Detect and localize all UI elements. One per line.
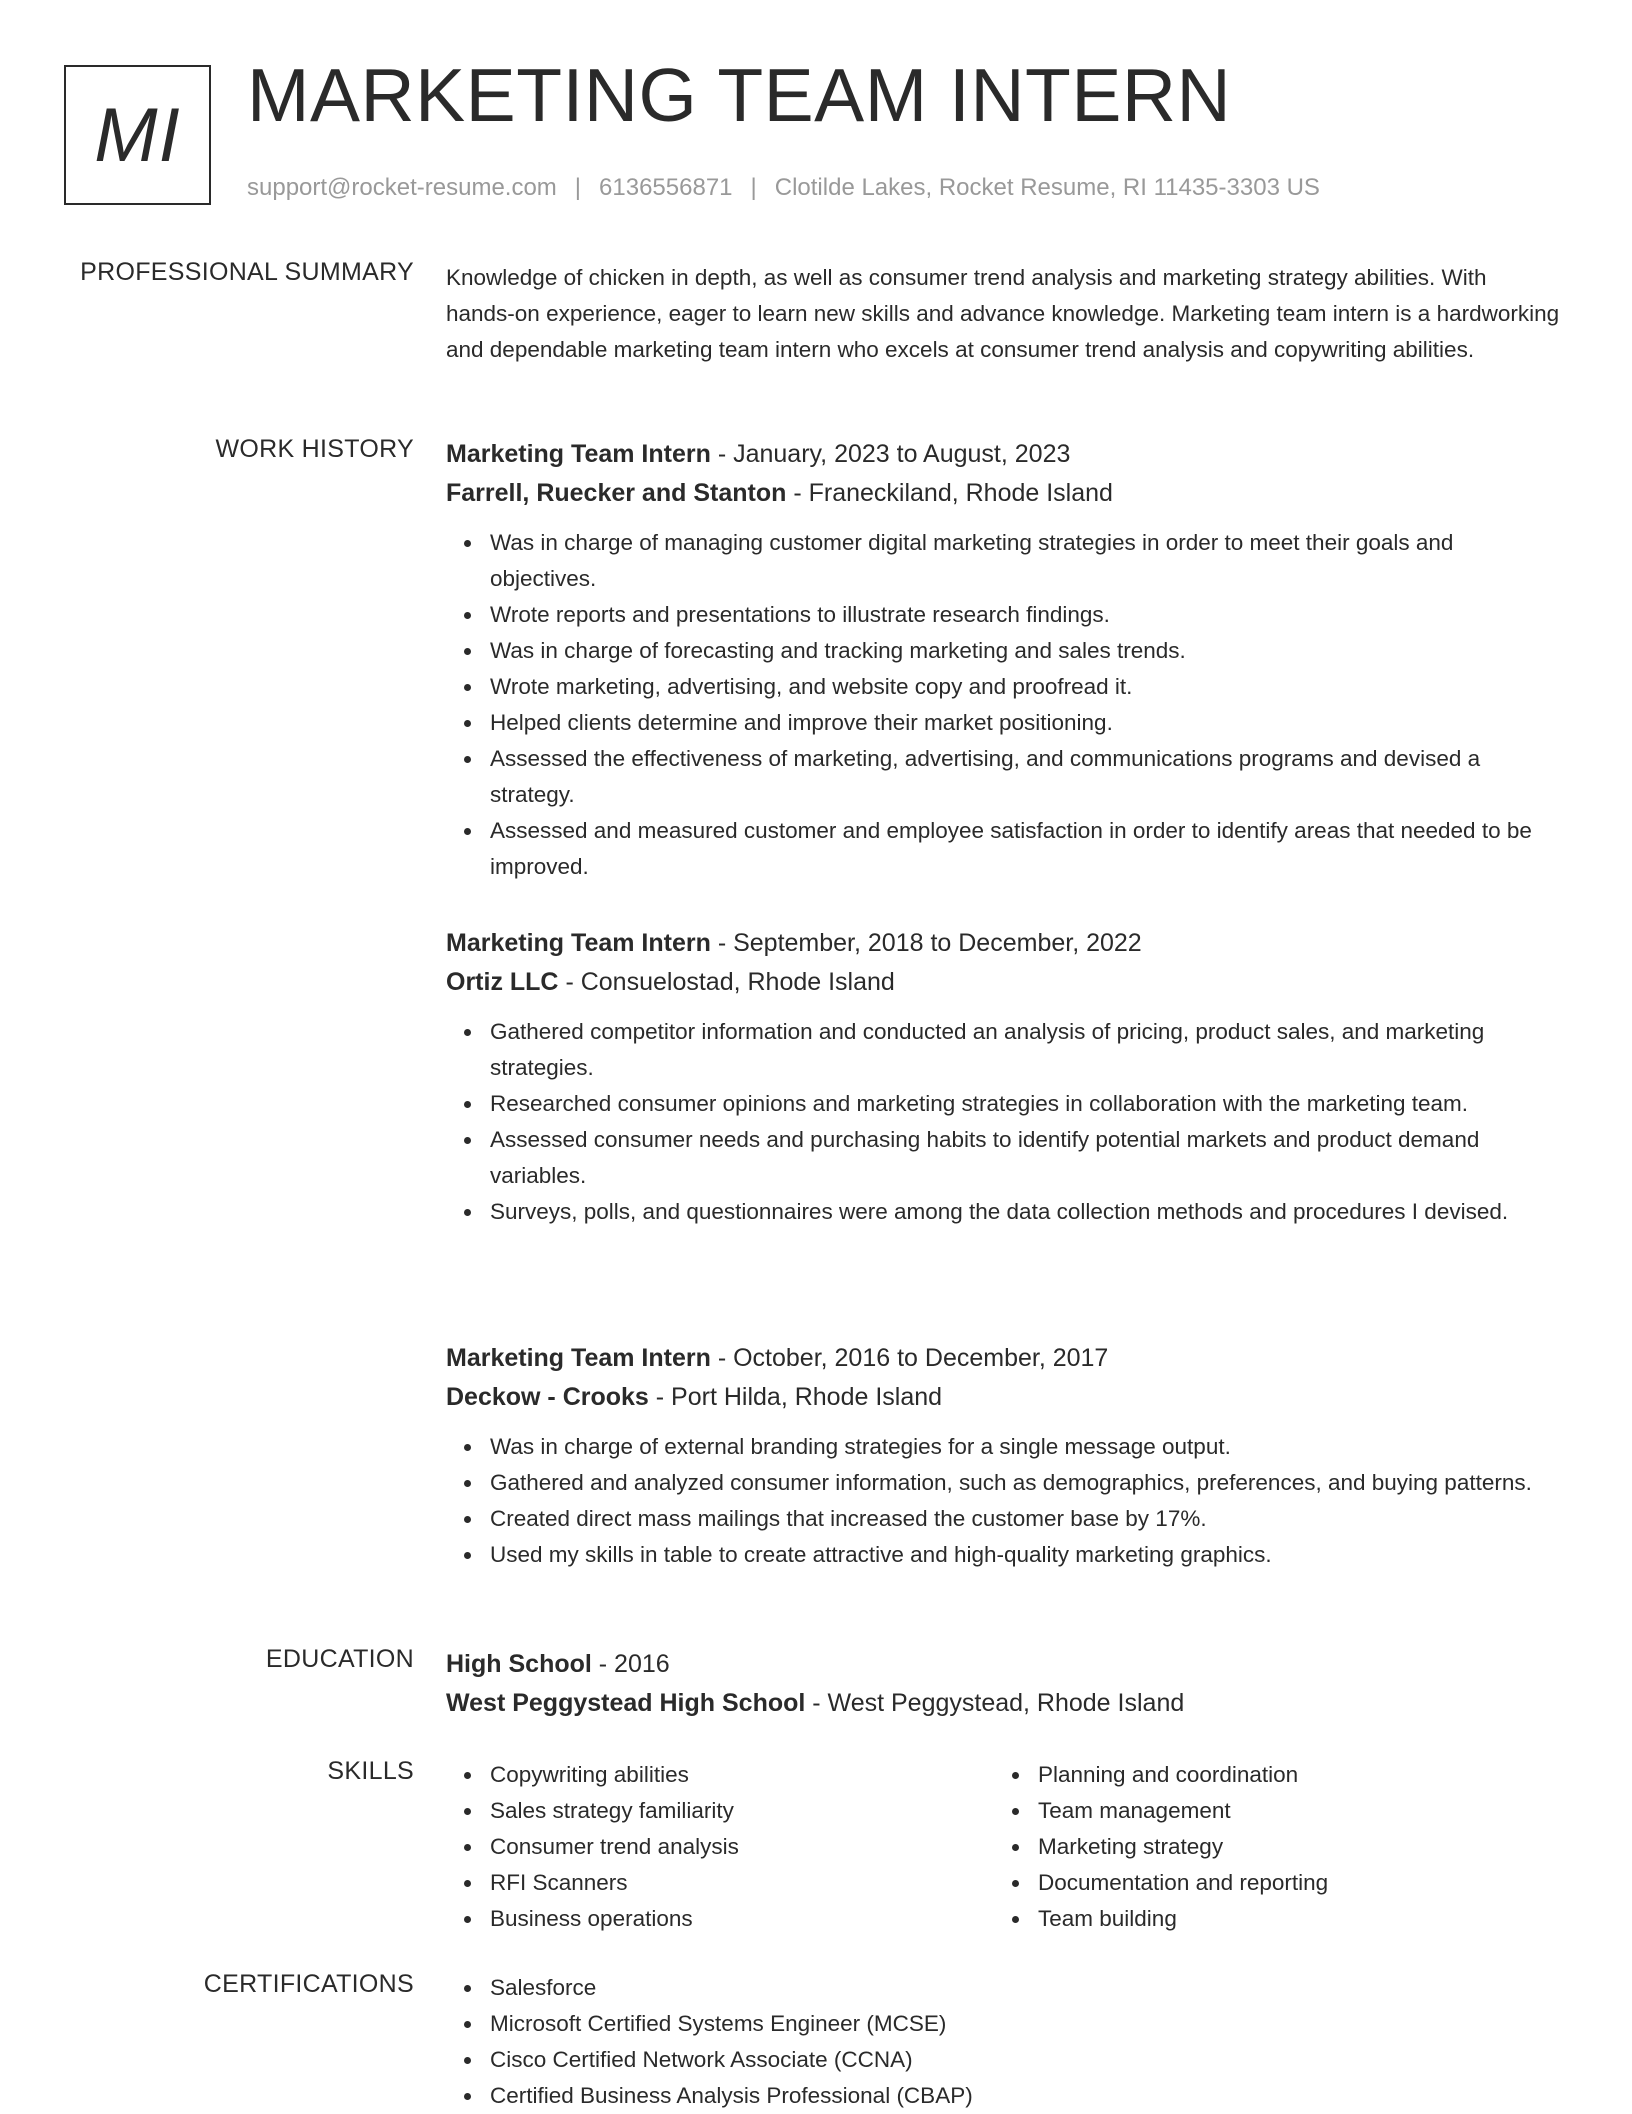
certification-item: Cisco Certified Network Associate (CCNA) bbox=[490, 2042, 1560, 2078]
job-bullet: Was in charge of forecasting and tracking marketing and sales trends. bbox=[490, 633, 1560, 669]
job-bullets bbox=[446, 525, 1560, 885]
education-school-line bbox=[446, 1684, 1560, 1723]
certification-item: Salesforce bbox=[490, 1970, 1560, 2006]
section-label-skills: SKILLS bbox=[327, 1757, 414, 1785]
skill-item: Consumer trend analysis bbox=[490, 1829, 994, 1865]
job-company-line bbox=[446, 474, 1560, 513]
skill-item: Documentation and reporting bbox=[1038, 1865, 1542, 1901]
section-label-education: EDUCATION bbox=[265, 1645, 414, 1673]
job-title: Marketing Team Intern bbox=[446, 929, 711, 957]
skills-list-right bbox=[994, 1757, 1542, 1937]
skill-item: Copywriting abilities bbox=[490, 1757, 994, 1793]
job-bullet: Wrote reports and presentations to illustrate research findings. bbox=[490, 597, 1560, 633]
job-location: - Franeckiland, Rhode Island bbox=[786, 479, 1113, 507]
job-company: Ortiz LLC bbox=[446, 968, 559, 996]
section-label-work-history: WORK HISTORY bbox=[215, 435, 414, 463]
skill-item: RFI Scanners bbox=[490, 1865, 994, 1901]
job-location: - Consuelostad, Rhode Island bbox=[558, 968, 895, 996]
skill-item: Team building bbox=[1038, 1901, 1542, 1937]
job-dates: - September, 2018 to December, 2022 bbox=[710, 929, 1142, 957]
education-school: West Peggystead High School bbox=[446, 1689, 806, 1717]
summary-body bbox=[446, 260, 1560, 368]
certification-item: Certified Business Analysis Professional (CBAP) bbox=[490, 2078, 1560, 2114]
job-title: Marketing Team Intern bbox=[446, 440, 711, 468]
job-entry bbox=[446, 1339, 1560, 1573]
summary-text: Knowledge of chicken in depth, as well as consumer trend analysis and marketing strategy abilities. With hands-on experience, eager to learn new skills and advance knowledge. Marketing team intern is a hardworking and dependable marketing team intern who excels at consumer trend analysis and copywriting abilities. bbox=[446, 265, 1560, 362]
skill-item: Marketing strategy bbox=[1038, 1829, 1542, 1865]
job-bullets bbox=[446, 1014, 1560, 1230]
job-company: Deckow - Crooks bbox=[446, 1383, 649, 1411]
job-entry bbox=[446, 435, 1560, 885]
certifications-body bbox=[446, 1970, 1560, 2114]
job-bullet: Assessed and measured customer and employee satisfaction in order to identify areas that needed to be improved. bbox=[490, 813, 1560, 885]
education-degree-line bbox=[446, 1645, 1560, 1684]
certification-item: Microsoft Certified Systems Engineer (MCSE) bbox=[490, 2006, 1560, 2042]
job-location: - Port Hilda, Rhode Island bbox=[648, 1383, 943, 1411]
contact-line bbox=[247, 174, 1320, 202]
job-bullet: Researched consumer opinions and marketing strategies in collaboration with the marketing team. bbox=[490, 1086, 1560, 1122]
contact-phone: 6136556871 bbox=[599, 174, 733, 201]
job-bullet: Was in charge of managing customer digital marketing strategies in order to meet their goals and objectives. bbox=[490, 525, 1560, 597]
contact-separator: | bbox=[750, 174, 757, 201]
job-title-line bbox=[446, 1339, 1560, 1378]
education-degree: High School bbox=[446, 1650, 592, 1678]
education-year: - 2016 bbox=[591, 1650, 670, 1678]
job-bullet: Surveys, polls, and questionnaires were among the data collection methods and procedures I devised. bbox=[490, 1194, 1560, 1230]
job-bullet: Gathered and analyzed consumer information, such as demographics, preferences, and buying patterns. bbox=[490, 1465, 1560, 1501]
section-label-summary: PROFESSIONAL SUMMARY bbox=[80, 258, 414, 286]
job-bullet: Used my skills in table to create attractive and high-quality marketing graphics. bbox=[490, 1537, 1560, 1573]
contact-address: Clotilde Lakes, Rocket Resume, RI 11435-3303 US bbox=[774, 174, 1320, 201]
job-dates: - January, 2023 to August, 2023 bbox=[710, 440, 1071, 468]
job-entry bbox=[446, 924, 1560, 1230]
job-title: Marketing Team Intern bbox=[446, 1344, 711, 1372]
skill-item: Business operations bbox=[490, 1901, 994, 1937]
job-bullet: Wrote marketing, advertising, and website copy and proofread it. bbox=[490, 669, 1560, 705]
job-bullet: Assessed consumer needs and purchasing habits to identify potential markets and product demand variables. bbox=[490, 1122, 1560, 1194]
skill-item: Sales strategy familiarity bbox=[490, 1793, 994, 1829]
page-title: MARKETING TEAM INTERN bbox=[247, 53, 1232, 137]
job-company: Farrell, Ruecker and Stanton bbox=[446, 479, 787, 507]
skill-item: Team management bbox=[1038, 1793, 1542, 1829]
skills-body bbox=[446, 1757, 1560, 1937]
skills-list-left bbox=[446, 1757, 994, 1937]
section-label-certifications: CERTIFICATIONS bbox=[203, 1970, 414, 1998]
skill-item: Planning and coordination bbox=[1038, 1757, 1542, 1793]
job-bullet: Helped clients determine and improve their market positioning. bbox=[490, 705, 1560, 741]
job-bullet: Was in charge of external branding strategies for a single message output. bbox=[490, 1429, 1560, 1465]
job-company-line bbox=[446, 1378, 1560, 1417]
skills-grid bbox=[446, 1757, 1560, 1937]
job-bullet: Created direct mass mailings that increased the customer base by 17%. bbox=[490, 1501, 1560, 1537]
job-title-line bbox=[446, 924, 1560, 963]
job-title-line bbox=[446, 435, 1560, 474]
job-bullet: Assessed the effectiveness of marketing, advertising, and communications programs and devised a strategy. bbox=[490, 741, 1560, 813]
monogram-logo: MI bbox=[64, 65, 211, 205]
contact-separator: | bbox=[574, 174, 582, 201]
job-company-line bbox=[446, 963, 1560, 1002]
job-dates: - October, 2016 to December, 2017 bbox=[710, 1344, 1109, 1372]
job-bullet: Gathered competitor information and conducted an analysis of pricing, product sales, and marketing strategies. bbox=[490, 1014, 1560, 1086]
education-body bbox=[446, 1645, 1560, 1723]
contact-email: support@rocket-resume.com bbox=[247, 174, 557, 201]
certifications-list bbox=[446, 1970, 1560, 2114]
job-bullets bbox=[446, 1429, 1560, 1573]
education-location: - West Peggystead, Rhode Island bbox=[805, 1689, 1185, 1717]
